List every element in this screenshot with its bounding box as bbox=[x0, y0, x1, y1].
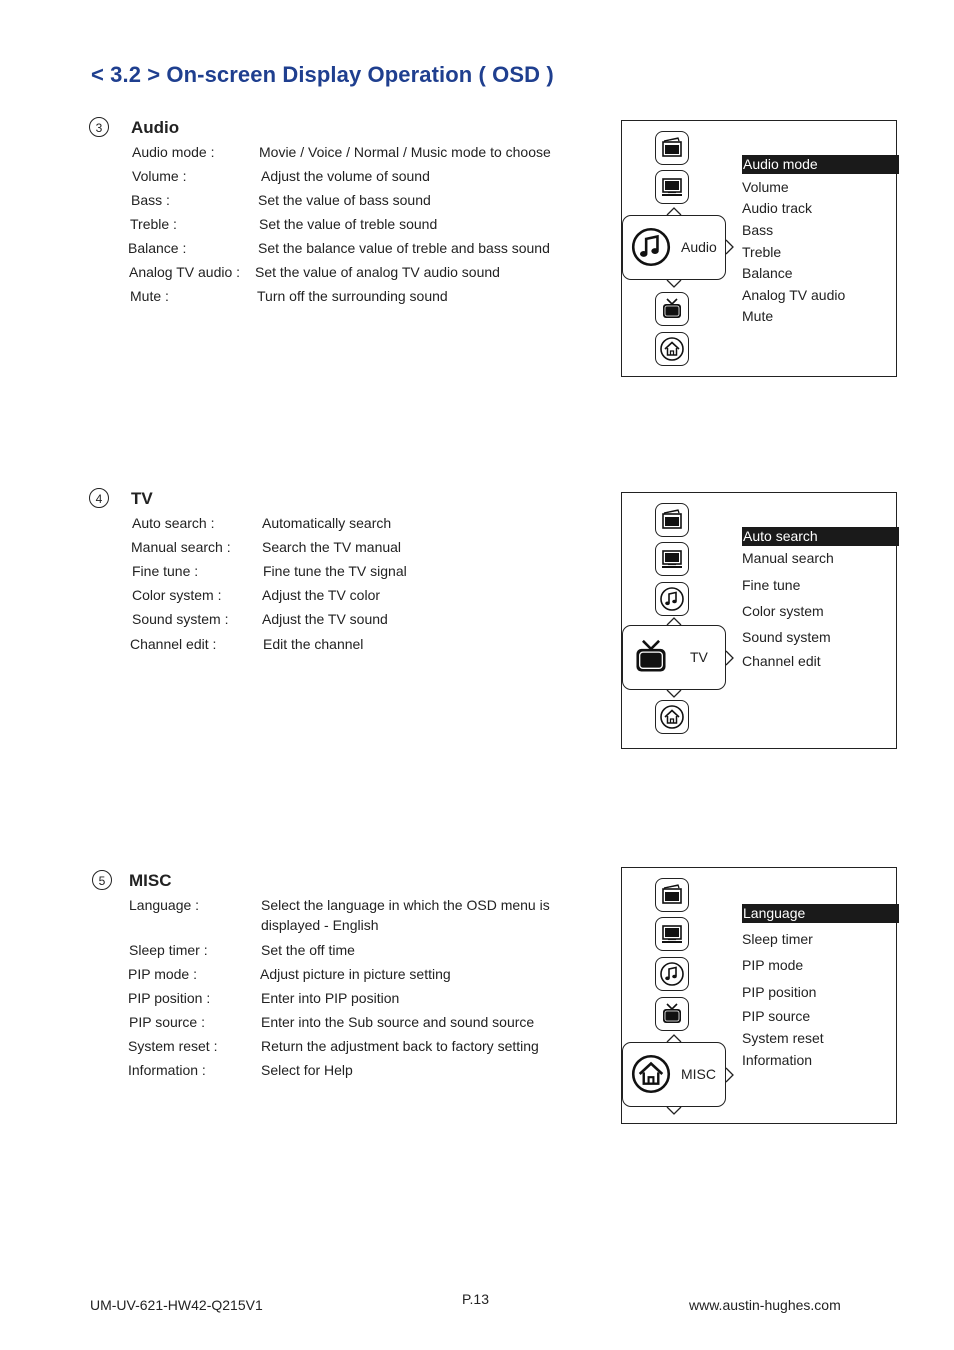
monitor-icon bbox=[659, 174, 685, 200]
setting-desc: Enter into the Sub source and sound source bbox=[261, 1014, 535, 1030]
home-icon bbox=[659, 704, 685, 730]
arrow-right-icon bbox=[725, 1067, 735, 1083]
setting-label: Volume : bbox=[132, 168, 187, 184]
osd-item[interactable]: PIP source bbox=[742, 1008, 811, 1024]
setting-desc: Set the off time bbox=[261, 942, 355, 958]
chevron-down-icon bbox=[666, 1106, 682, 1115]
music-note-icon bbox=[659, 586, 685, 612]
music-note-icon bbox=[659, 961, 685, 987]
osd-item[interactable]: Analog TV audio bbox=[742, 287, 846, 303]
setting-label: Bass : bbox=[131, 192, 170, 208]
setting-desc: Search the TV manual bbox=[262, 539, 402, 555]
setting-desc: Set the value of bass sound bbox=[258, 192, 431, 208]
osd-item[interactable]: Information bbox=[742, 1052, 813, 1068]
osd-item[interactable]: Audio track bbox=[742, 200, 813, 216]
osd-item[interactable]: Balance bbox=[742, 265, 793, 281]
osd-menu-misc bbox=[621, 867, 897, 1124]
section-title: Audio bbox=[131, 118, 180, 137]
active-menu-label: Audio bbox=[681, 239, 717, 255]
osd-item[interactable]: PIP position bbox=[742, 984, 817, 1000]
setting-desc: Adjust the TV sound bbox=[262, 611, 388, 627]
osd-item-selected[interactable]: Audio mode bbox=[742, 155, 899, 174]
active-menu-label: TV bbox=[690, 649, 708, 665]
home-icon bbox=[659, 336, 685, 362]
arrow-right-icon bbox=[725, 239, 735, 255]
active-menu-label: MISC bbox=[681, 1066, 716, 1082]
monitor-icon bbox=[659, 546, 685, 572]
setting-label: Mute : bbox=[130, 288, 169, 304]
picture-icon bbox=[659, 135, 685, 161]
music-note-icon bbox=[630, 226, 672, 268]
menu-tv-active[interactable] bbox=[622, 625, 726, 690]
osd-item-selected[interactable]: Language bbox=[742, 904, 899, 923]
menu-monitor-button[interactable] bbox=[655, 542, 689, 576]
setting-desc: Set the balance value of treble and bass sound bbox=[258, 240, 550, 256]
setting-desc: Fine tune the TV signal bbox=[263, 563, 407, 579]
osd-item[interactable]: Bass bbox=[742, 222, 774, 238]
setting-label: PIP position : bbox=[128, 990, 211, 1006]
menu-picture-button[interactable] bbox=[655, 503, 689, 537]
setting-label: Sleep timer : bbox=[129, 942, 208, 958]
osd-menu-audio bbox=[621, 120, 897, 377]
home-icon bbox=[630, 1053, 672, 1095]
picture-icon bbox=[659, 507, 685, 533]
section-number: 4 bbox=[89, 488, 109, 508]
setting-label: Channel edit : bbox=[130, 636, 217, 652]
osd-item[interactable]: Treble bbox=[742, 244, 782, 260]
menu-misc-active[interactable] bbox=[622, 1042, 726, 1107]
setting-label: Language : bbox=[129, 897, 200, 913]
setting-label: Balance : bbox=[128, 240, 187, 256]
setting-desc: Set the value of analog TV audio sound bbox=[255, 264, 500, 280]
osd-item[interactable]: Volume bbox=[742, 179, 789, 195]
arrow-right-icon bbox=[725, 650, 735, 666]
menu-picture-button[interactable] bbox=[655, 131, 689, 165]
osd-item[interactable]: Color system bbox=[742, 603, 824, 619]
setting-label: Manual search : bbox=[131, 539, 231, 555]
setting-label: System reset : bbox=[128, 1038, 218, 1054]
setting-label: Color system : bbox=[132, 587, 222, 603]
setting-desc: Movie / Voice / Normal / Music mode to choose bbox=[259, 144, 551, 160]
osd-item[interactable]: PIP mode bbox=[742, 957, 804, 973]
setting-label: Analog TV audio : bbox=[129, 264, 241, 280]
setting-label: PIP mode : bbox=[128, 966, 198, 982]
setting-label: Sound system : bbox=[132, 611, 229, 627]
setting-label: Auto search : bbox=[132, 515, 215, 531]
footer-website: www.austin-hughes.com bbox=[689, 1297, 841, 1313]
setting-label: Fine tune : bbox=[132, 563, 199, 579]
setting-label: Treble : bbox=[130, 216, 177, 232]
setting-desc: Return the adjustment back to factory setting bbox=[261, 1038, 539, 1054]
footer-page-number: P.13 bbox=[462, 1291, 489, 1307]
menu-audio-button[interactable] bbox=[655, 582, 689, 616]
osd-item-selected[interactable]: Auto search bbox=[742, 527, 899, 546]
menu-tv-button[interactable] bbox=[655, 292, 689, 326]
osd-item[interactable]: Sleep timer bbox=[742, 931, 813, 947]
menu-monitor-button[interactable] bbox=[655, 170, 689, 204]
setting-desc: Adjust picture in picture setting bbox=[260, 966, 451, 982]
setting-desc: Enter into PIP position bbox=[261, 990, 400, 1006]
menu-monitor-button[interactable] bbox=[655, 917, 689, 951]
chevron-down-icon bbox=[666, 689, 682, 698]
page-title: < 3.2 > On-screen Display Operation ( OSD ) bbox=[91, 62, 554, 87]
osd-item[interactable]: Fine tune bbox=[742, 577, 801, 593]
setting-desc: Set the value of treble sound bbox=[259, 216, 438, 232]
tv-icon bbox=[630, 636, 672, 678]
section-title: MISC bbox=[129, 871, 172, 890]
menu-picture-button[interactable] bbox=[655, 878, 689, 912]
osd-item[interactable]: System reset bbox=[742, 1030, 824, 1046]
setting-label: PIP source : bbox=[129, 1014, 206, 1030]
setting-desc: Adjust the volume of sound bbox=[261, 168, 430, 184]
tv-icon bbox=[659, 296, 685, 322]
tv-icon bbox=[659, 1001, 685, 1027]
monitor-icon bbox=[659, 921, 685, 947]
menu-audio-button[interactable] bbox=[655, 957, 689, 991]
section-title: TV bbox=[131, 489, 153, 508]
setting-desc: Edit the channel bbox=[263, 636, 364, 652]
chevron-down-icon bbox=[666, 279, 682, 288]
menu-tv-button[interactable] bbox=[655, 997, 689, 1031]
setting-label: Audio mode : bbox=[132, 144, 215, 160]
picture-icon bbox=[659, 882, 685, 908]
section-number: 3 bbox=[89, 117, 109, 137]
footer-doc-id: UM-UV-621-HW42-Q215V1 bbox=[90, 1297, 263, 1313]
osd-menu-tv bbox=[621, 492, 897, 749]
menu-misc-button[interactable] bbox=[655, 332, 689, 366]
osd-item[interactable]: Channel edit bbox=[742, 653, 821, 669]
setting-desc: Automatically search bbox=[262, 515, 392, 531]
setting-label: Information : bbox=[128, 1062, 206, 1078]
setting-desc: Turn off the surrounding sound bbox=[257, 288, 448, 304]
osd-item[interactable]: Mute bbox=[742, 308, 774, 324]
section-number: 5 bbox=[92, 870, 112, 890]
osd-item[interactable]: Sound system bbox=[742, 629, 831, 645]
osd-item[interactable]: Manual search bbox=[742, 550, 834, 566]
setting-desc: Select the language in which the OSD menu is displayed - English bbox=[261, 897, 550, 933]
setting-desc: Adjust the TV color bbox=[262, 587, 381, 603]
setting-desc: Select for Help bbox=[261, 1062, 353, 1078]
menu-misc-button[interactable] bbox=[655, 700, 689, 734]
menu-audio-active[interactable] bbox=[622, 215, 726, 280]
